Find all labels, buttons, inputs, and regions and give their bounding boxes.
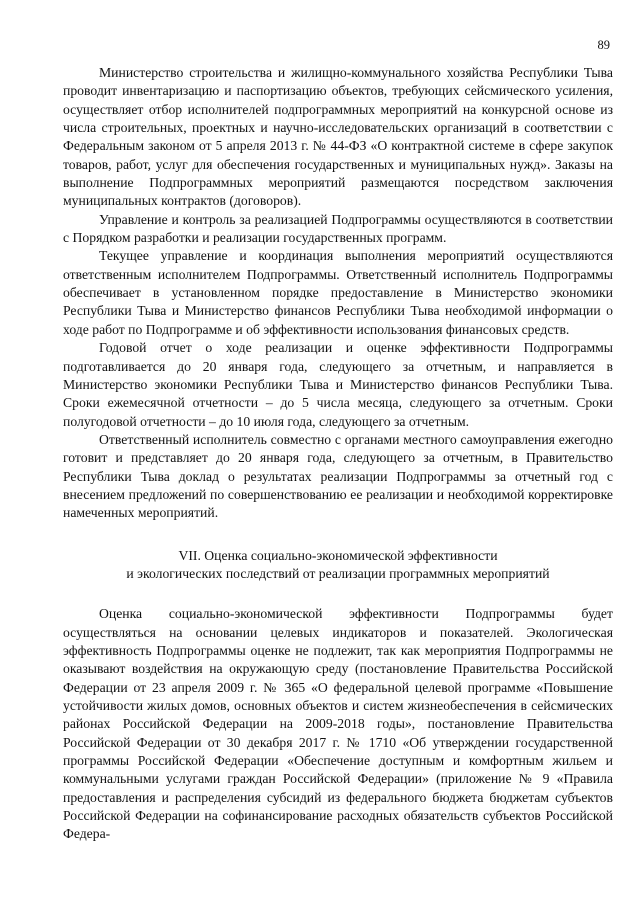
section-heading-line-1: VII. Оценка социально-экономической эффективности [178, 547, 498, 563]
body-text [63, 64, 613, 844]
paragraph-annual-report: Годовой отчет о ходе реализации и оценке эффективности Подпрограммы подготавливается до 20 января года, следующего за отчетным, и направляется в Министерство экономики Республики Тыва и Министерство финансов Республики Тыва. Сроки ежемесячной отчетности – до 5 числа месяца, следующего за отчетным. Сроки полугодовой отчетности – до 10 июля года, следующего за отчетным. [63, 340, 613, 429]
paragraph-executor-report: Ответственный исполнитель совместно с органами местного самоуправления ежегодно готовит и представляет до 20 января года, следующего за отчетным, в Правительство Республики Тыва доклад о результатах реализации Подпрограммы за отчетный год с внесением предложений по совершенствованию ее реализации и необходимой корректировке намеченных мероприятий. [63, 431, 613, 521]
paragraph-coordination: Текущее управление и координация выполнения мероприятий осуществляются ответственным исполнителем Подпрограммы. Ответственный исполнитель Подпрограммы обеспечивает в установленном порядке предоставление в Министерство экономики Республики Тыва и Министерство финансов Республики Тыва необходимой информации о ходе работ по Подпрограмме и об эффективности использования финансовых средств. [63, 248, 613, 337]
section-heading-line-2: и экологических последствий от реализации программных мероприятий [126, 565, 550, 581]
page-number: 89 [597, 38, 610, 52]
paragraph-efficiency-assessment: Оценка социально-экономической эффективности Подпрограммы будет осуществляться на основании целевых индикаторов и показателей. Экологическая эффективность Подпрограммы оценке не подлежит, так как мероприятия Подпрограммы не оказывают воздействия на окружающую среду (постановление Правительства Российской Федерации от 23 апреля 2009 г. № 365 «О федеральной целевой программе «Повышение устойчивости жилых домов, основных объектов и систем жизнеобеспечения в сейсмических районах Российской Федерации на 2009-2018 годы», постановление Правительства Российской Федерации от 30 декабря 2017 г. № 1710 «Об утверждении государственной программы Российской Федерации «Обеспечение доступным и комфортным жильем и коммунальными услугами граждан Российской Федерации» (приложение № 9 «Правила предоставления и распределения субсидий из федерального бюджета бюджетам субъектов Российской Федерации на софинансирование расходных обязательств субъектов Российской Федера- [63, 606, 613, 842]
paragraph-inventory: Министерство строительства и жилищно-коммунального хозяйства Республики Тыва проводит инвентаризацию и паспортизацию объектов, требующих сейсмического усиления, осуществляет отбор исполнителей подпрограммных мероприятий на конкурсной основе из числа строительных, проектных и научно-исследовательских организаций в соответствии с Федеральным законом от 5 апреля 2013 г. № 44-ФЗ «О контрактной системе в сфере закупок товаров, работ, услуг для обеспечения государственных и муниципальных нужд». Заказы на выполнение Подпрограммных мероприятий размещаются посредством заключения муниципальных контрактов (договоров). [63, 65, 613, 209]
paragraph-control: Управление и контроль за реализацией Подпрограммы осуществляются в соответствии с Порядком разработки и реализации государственных программ. [63, 211, 613, 246]
section-heading [63, 547, 613, 584]
